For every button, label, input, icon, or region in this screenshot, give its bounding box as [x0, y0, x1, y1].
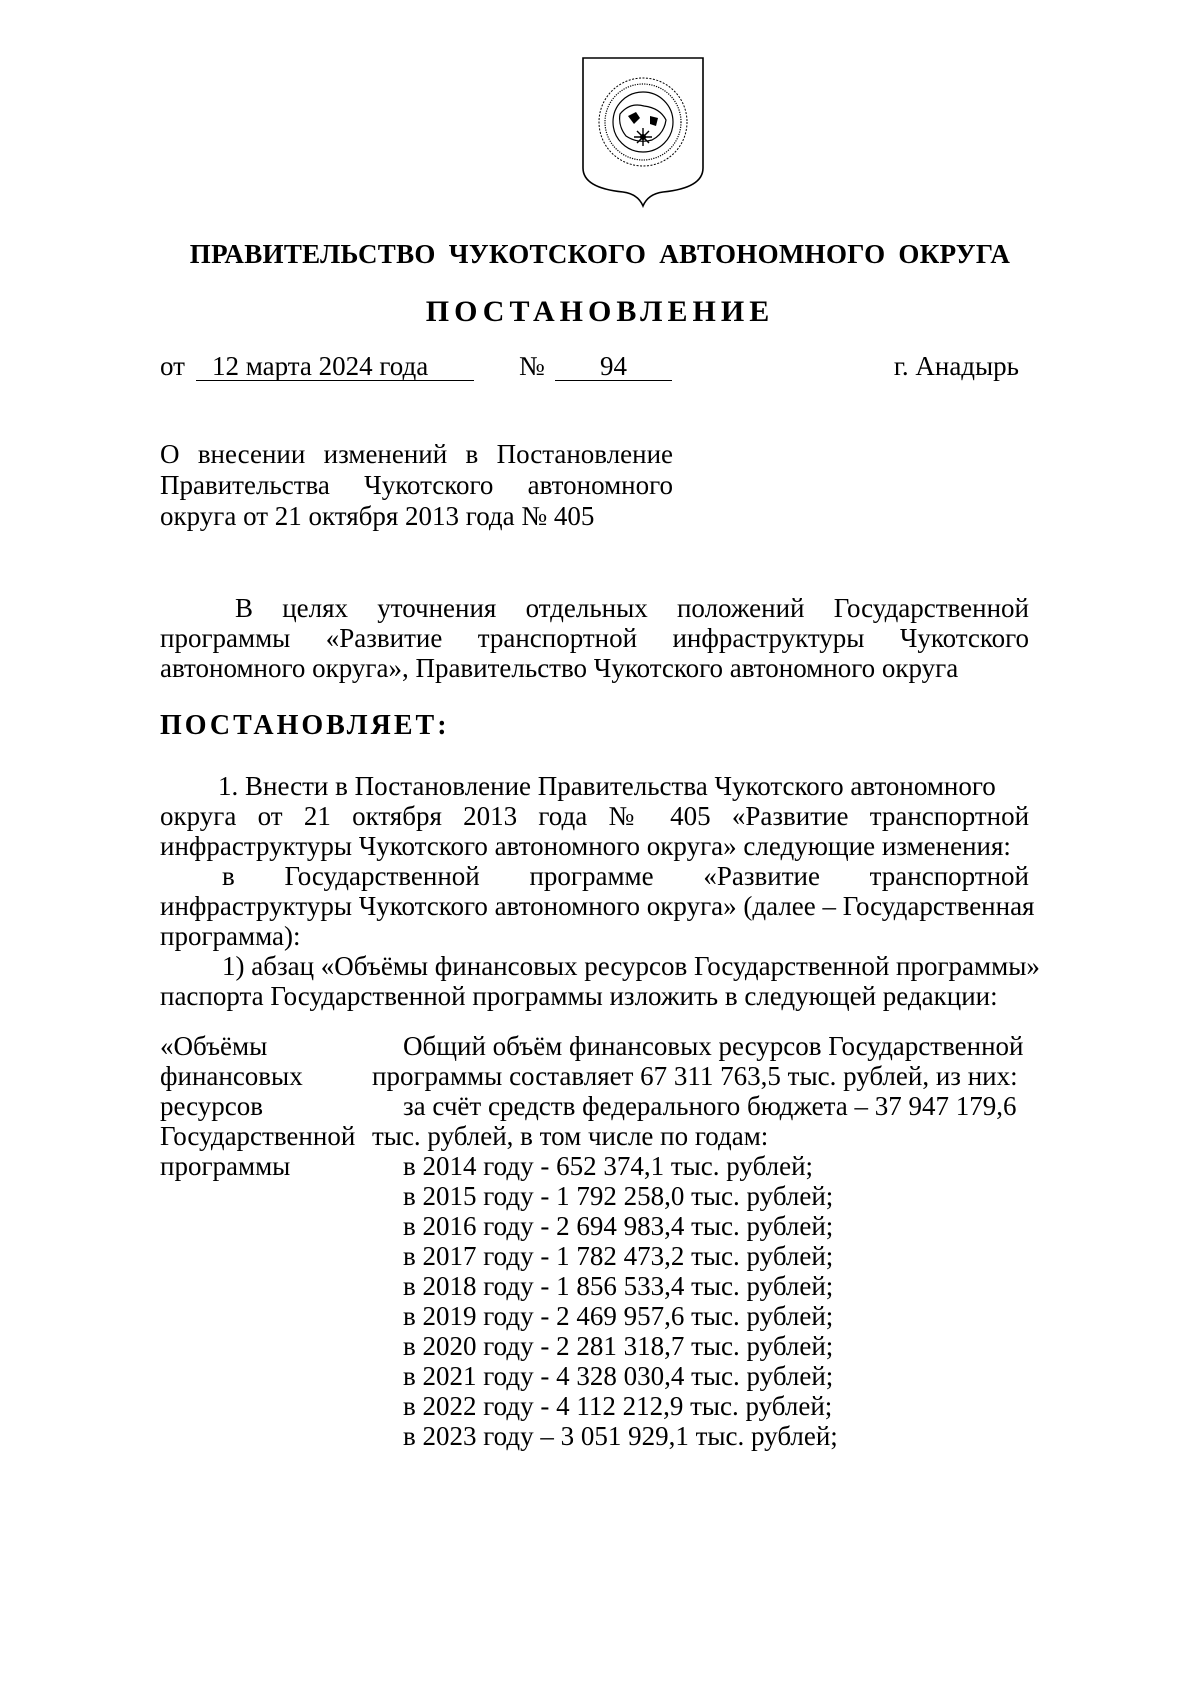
table-right-text-line: Общий объём финансовых ресурсов Государственной — [403, 1031, 1024, 1061]
table-year-row: в 2023 году – 3 051 929,1 тыс. рублей; — [403, 1421, 838, 1451]
subject-line-3: округа от 21 октября 2013 года № 405 — [160, 501, 595, 531]
preamble-line-1: В целях уточнения отдельных положений Государственной — [235, 593, 1029, 623]
table-year-row: в 2021 году - 4 328 030,4 тыс. рублей; — [403, 1361, 834, 1391]
item-1-line-1: 1. Внести в Постановление Правительства Чукотского автономного — [218, 771, 996, 801]
item-1-line-3: инфраструктуры Чукотского автономного округа» следующие изменения: — [160, 831, 1011, 861]
number-underline — [555, 380, 672, 381]
preamble-line-3: автономного округа», Правительство Чукотского автономного округа — [160, 653, 959, 683]
document-type-heading: ПОСТАНОВЛЕНИЕ — [425, 295, 775, 328]
document-number: 94 — [600, 351, 627, 381]
date-prefix-label: от — [160, 351, 185, 381]
number-label: № — [519, 351, 545, 381]
date-underline — [196, 380, 474, 381]
table-left-label-line: «Объёмы — [160, 1031, 268, 1061]
table-left-label-line: программы — [160, 1151, 291, 1181]
city-label: г. Анадырь — [893, 351, 1019, 381]
table-left-label-line: Государственной — [160, 1121, 356, 1151]
preamble-line-2: программы «Развитие транспортной инфраструктуры Чукотского — [160, 623, 1030, 653]
item-1-line-2: округа от 21 октября 2013 года № 405 «Развитие транспортной — [160, 801, 1030, 831]
subject-line-1: О внесении изменений в Постановление — [160, 439, 674, 469]
table-year-row: в 2022 году - 4 112 212,9 тыс. рублей; — [403, 1391, 833, 1421]
table-left-label-line: ресурсов — [160, 1091, 264, 1121]
item-1-program-line-1: в Государственной программе «Развитие транспортной — [222, 861, 1030, 891]
table-right-text-line: за счёт средств федерального бюджета – 37 947 179,6 — [403, 1091, 1017, 1121]
item-1-program-line-3: программа): — [160, 921, 301, 951]
subject-line-2: Правительства Чукотского автономного — [160, 470, 674, 500]
table-year-row: в 2014 году - 652 374,1 тыс. рублей; — [403, 1151, 814, 1181]
table-right-text-line: тыс. рублей, в том числе по годам: — [372, 1121, 769, 1151]
item-1-program-line-2: инфраструктуры Чукотского автономного округа» (далее – Государственная — [160, 891, 1035, 921]
table-right-text-line: программы составляет 67 311 763,5 тыс. рублей, из них: — [372, 1061, 1018, 1091]
table-year-row: в 2020 году - 2 281 318,7 тыс. рублей; — [403, 1331, 834, 1361]
resolves-heading: ПОСТАНОВЛЯЕТ: — [160, 710, 450, 741]
table-year-row: в 2017 году - 1 782 473,2 тыс. рублей; — [403, 1241, 834, 1271]
table-year-row: в 2016 году - 2 694 983,4 тыс. рублей; — [403, 1211, 834, 1241]
table-year-row: в 2018 году - 1 856 533,4 тыс. рублей; — [403, 1271, 834, 1301]
organization-title: ПРАВИТЕЛЬСТВО ЧУКОТСКОГО АВТОНОМНОГО ОКРУГА — [189, 239, 1011, 269]
coat-of-arms-icon — [580, 56, 706, 208]
table-left-label-line: финансовых — [160, 1061, 303, 1091]
subitem-1-line-2: паспорта Государственной программы изложить в следующей редакции: — [160, 981, 998, 1011]
document-date: 12 марта 2024 года — [212, 351, 429, 381]
table-year-row: в 2019 году - 2 469 957,6 тыс. рублей; — [403, 1301, 834, 1331]
subitem-1-line-1: 1) абзац «Объёмы финансовых ресурсов Государственной программы» — [222, 951, 1040, 981]
table-year-row: в 2015 году - 1 792 258,0 тыс. рублей; — [403, 1181, 834, 1211]
